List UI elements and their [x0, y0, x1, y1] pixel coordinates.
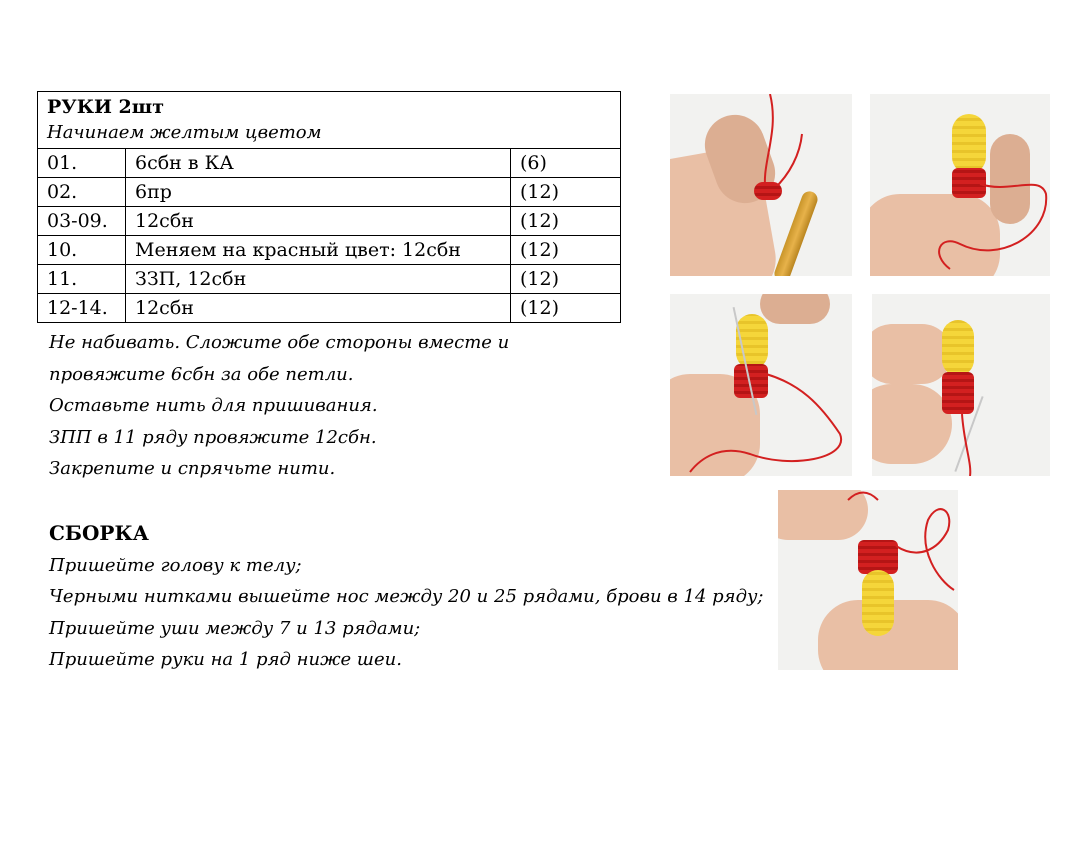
crochet-ring: [754, 182, 782, 200]
row-number: 02.: [38, 178, 126, 207]
assembly-heading: СБОРКА: [49, 521, 149, 545]
table-row: [38, 265, 621, 294]
row-stitch-count: (12): [511, 236, 621, 265]
row-stitch-count: (12): [511, 178, 621, 207]
row-instruction: 12сбн: [126, 294, 511, 323]
table-header-cell: [38, 92, 621, 149]
table-row: [38, 149, 621, 178]
row-instruction: 6пр: [126, 178, 511, 207]
note-line: Оставьте нить для пришивания.: [49, 395, 378, 416]
table-row: [38, 207, 621, 236]
yarn-strand: [670, 294, 852, 476]
table-row: [38, 236, 621, 265]
row-stitch-count: (6): [511, 149, 621, 178]
note-line: ЗПП в 11 ряду провяжите 12сбн.: [49, 426, 377, 448]
row-number: 10.: [38, 236, 126, 265]
assembly-step: Пришейте голову к телу;: [49, 554, 302, 576]
assembly-section: [49, 518, 789, 676]
photo-finished-arm: [778, 490, 958, 670]
note-line: Не набивать. Сложите обе стороны вместе и: [49, 332, 510, 353]
table-row: [38, 294, 621, 323]
table-header-row: [38, 92, 621, 149]
row-instruction: 6сбн в КА: [126, 149, 511, 178]
pattern-table: [37, 91, 621, 323]
photo-step-4: [872, 294, 1050, 476]
assembly-step: Пришейте руки на 1 ряд ниже шеи.: [49, 649, 402, 670]
yarn-strand: [778, 490, 958, 670]
photo-step-3: [670, 294, 852, 476]
row-instruction: ЗЗП, 12сбн: [126, 265, 511, 294]
table-row: [38, 178, 621, 207]
table-title: РУКИ 2шт: [47, 96, 164, 118]
row-number: 01.: [38, 149, 126, 178]
row-number: 11.: [38, 265, 126, 294]
row-number: 12-14.: [38, 294, 126, 323]
photo-step-2: [870, 94, 1050, 276]
instruction-notes: [49, 327, 669, 485]
assembly-step: Черными нитками вышейте нос между 20 и 25 рядами, брови в 14 ряду;: [49, 586, 764, 607]
yarn-strand: [872, 294, 1050, 476]
row-stitch-count: (12): [511, 294, 621, 323]
row-stitch-count: (12): [511, 265, 621, 294]
row-instruction: Меняем на красный цвет: 12сбн: [126, 236, 511, 265]
row-number: 03-09.: [38, 207, 126, 236]
row-instruction: 12сбн: [126, 207, 511, 236]
note-line: Закрепите и спрячьте нити.: [49, 458, 336, 479]
table-subtitle: Начинаем желтым цветом: [47, 122, 322, 143]
photo-step-1: [670, 94, 852, 276]
row-stitch-count: (12): [511, 207, 621, 236]
note-line: провяжите 6сбн за обе петли.: [49, 363, 354, 385]
yarn-strand: [870, 94, 1050, 276]
assembly-step: Пришейте уши между 7 и 13 рядами;: [49, 617, 421, 639]
